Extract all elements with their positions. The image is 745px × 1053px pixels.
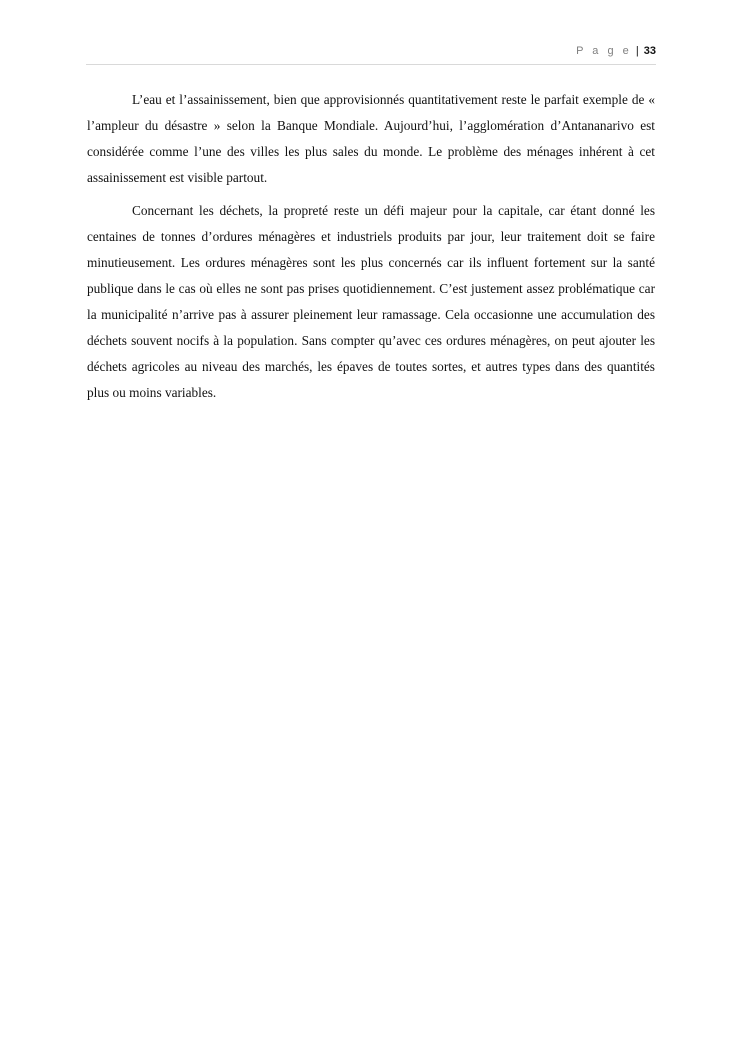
page-number: 33 xyxy=(643,45,656,57)
page-header xyxy=(86,44,656,65)
page-number-marker xyxy=(576,44,656,58)
paragraph-water-sanitation: L’eau et l’assainissement, bien que approvisionnés quantitativement reste le parfait exemple de « l’ampleur du désastre » selon la Banque Mondiale. Aujourd’hui, l’agglomération d’Antananarivo est considérée comme l’une des villes les plus sales du monde. Le problème des ménages inhérent à cet assainissement est visible partout. xyxy=(87,92,655,185)
page-label: P a g e xyxy=(576,45,632,57)
body-text xyxy=(87,87,655,413)
paragraph-waste: Concernant les déchets, la propreté reste un défi majeur pour la capitale, car étant donné les centaines de tonnes d’ordures ménagères et industriels produits par jour, leur traitement doit se faire minutieusement. Les ordures ménagères sont les plus concernés car ils influent fortement sur la santé publique dans le cas où elles ne sont pas prises quotidiennement. C’est justement assez problématique car la municipalité n’arrive pas à assurer pleinement leur ramassage. Cela occasionne une accumulation des déchets souvent nocifs à la population. Sans compter qu’avec ces ordures ménagères, on peut ajouter les déchets agricoles au niveau des marchés, les épaves de toutes sortes, et autres types dans des quantités plus ou moins variables. xyxy=(87,203,655,400)
page-separator: | xyxy=(635,45,639,57)
